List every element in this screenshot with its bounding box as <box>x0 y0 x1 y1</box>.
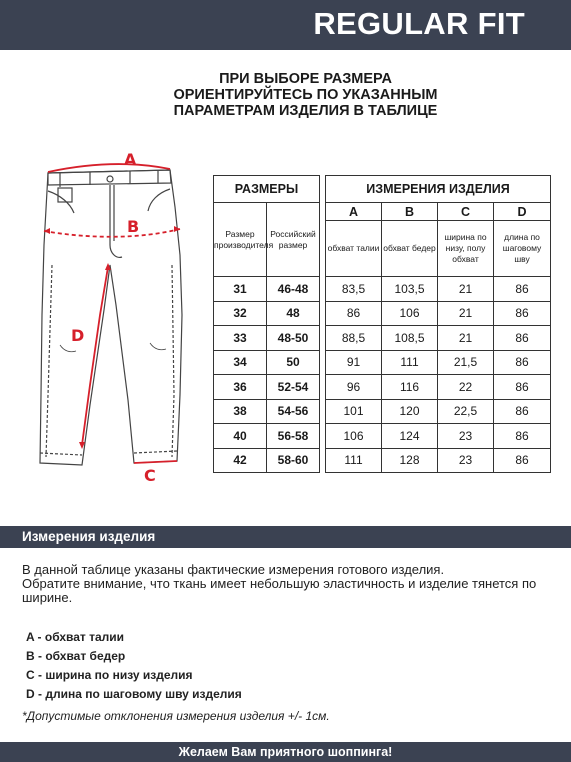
russian-size-cell: 58-60 <box>267 448 320 473</box>
measurement-cell: 96 <box>326 375 382 400</box>
table-row <box>214 448 551 473</box>
measurement-cell: 88,5 <box>326 326 382 351</box>
russian-size-cell: 48 <box>267 301 320 326</box>
col-hips: обхват бедер <box>382 221 438 277</box>
footer-text: Желаем Вам приятного шоппинга! <box>178 745 393 759</box>
col-letter-d: D <box>494 203 551 221</box>
section-bar <box>0 526 571 548</box>
measurement-cell: 116 <box>382 375 438 400</box>
measurement-cell: 101 <box>326 399 382 424</box>
manufacturer-size-cell: 34 <box>214 350 267 375</box>
measurement-cell: 21 <box>438 326 494 351</box>
manufacturer-size-cell: 32 <box>214 301 267 326</box>
russian-size-cell: 52-54 <box>267 375 320 400</box>
footer-bar <box>0 742 571 762</box>
jeans-right-pocket <box>148 189 170 211</box>
intro-line-1: ПРИ ВЫБОРЕ РАЗМЕРА <box>219 71 392 87</box>
table-row <box>214 375 551 400</box>
measurement-cell: 86 <box>494 326 551 351</box>
manufacturer-size-cell: 31 <box>214 277 267 302</box>
intro-line-3: ПАРАМЕТРАМ ИЗДЕЛИЯ В ТАБЛИЦЕ <box>173 103 438 119</box>
manufacturer-size-cell: 40 <box>214 424 267 449</box>
legend-item-d: D - длина по шаговому шву изделия <box>26 687 242 701</box>
measurement-cell: 103,5 <box>382 277 438 302</box>
legend-item-a: A - обхват талии <box>26 630 125 644</box>
table-row <box>214 424 551 449</box>
label-d: D <box>71 326 85 345</box>
tolerance-note: *Допустимые отклонения измерения изделия +/- 1см. <box>22 709 330 723</box>
measurement-cell: 22,5 <box>438 399 494 424</box>
intro-headline <box>0 71 571 119</box>
measurement-cell: 21 <box>438 301 494 326</box>
measurement-cell: 86 <box>494 399 551 424</box>
measurement-cell: 86 <box>494 424 551 449</box>
measurement-cell: 91 <box>326 350 382 375</box>
jeans-waistband <box>48 170 171 185</box>
measurement-cell: 106 <box>382 301 438 326</box>
col-letter-a: A <box>326 203 382 221</box>
measurement-cell: 128 <box>382 448 438 473</box>
measurement-cell: 106 <box>326 424 382 449</box>
measurement-cell: 22 <box>438 375 494 400</box>
manufacturer-size-cell: 42 <box>214 448 267 473</box>
measurement-cell: 23 <box>438 448 494 473</box>
russian-size-cell: 50 <box>267 350 320 375</box>
measurement-cell: 86 <box>494 277 551 302</box>
col-manufacturer-size: Размер производителя <box>214 203 267 277</box>
size-rows <box>214 277 551 473</box>
russian-size-cell: 56-58 <box>267 424 320 449</box>
measurement-cell: 120 <box>382 399 438 424</box>
table-row <box>214 350 551 375</box>
description-line-1: В данной таблице указаны фактические измерения готового изделия. <box>22 562 445 577</box>
col-hem-width: ширина по низу, полу обхват <box>438 221 494 277</box>
col-inseam: длина по шаговому шву <box>494 221 551 277</box>
label-a: A <box>124 150 137 169</box>
jeans-measurement-diagram <box>30 145 205 485</box>
description <box>22 563 552 605</box>
col-letter-c: C <box>438 203 494 221</box>
russian-size-cell: 46-48 <box>267 277 320 302</box>
table-row <box>214 301 551 326</box>
measures-header: ИЗМЕРЕНИЯ ИЗДЕЛИЯ <box>326 176 551 203</box>
table-row <box>214 399 551 424</box>
measurement-cell: 86 <box>326 301 382 326</box>
measurement-cell: 108,5 <box>382 326 438 351</box>
russian-size-cell: 48-50 <box>267 326 320 351</box>
measurement-cell: 124 <box>382 424 438 449</box>
manufacturer-size-cell: 36 <box>214 375 267 400</box>
measure-c-hem <box>134 461 177 463</box>
intro-line-2: ОРИЕНТИРУЙТЕСЬ ПО УКАЗАННЫМ <box>173 87 438 103</box>
table-row <box>214 277 551 302</box>
measure-b-hips <box>44 229 180 237</box>
col-russian-size: Российский размер <box>267 203 320 277</box>
measurement-cell: 23 <box>438 424 494 449</box>
table-row <box>214 326 551 351</box>
measurement-cell: 21 <box>438 277 494 302</box>
manufacturer-size-cell: 33 <box>214 326 267 351</box>
header-bar <box>0 0 571 50</box>
legend-item-b: B - обхват бедер <box>26 649 126 663</box>
page-title: REGULAR FIT <box>313 6 525 41</box>
measurement-cell: 21,5 <box>438 350 494 375</box>
russian-size-cell: 54-56 <box>267 399 320 424</box>
jeans-fly <box>110 185 122 257</box>
size-table <box>213 175 551 473</box>
label-c: C <box>144 466 156 485</box>
measurement-cell: 86 <box>494 350 551 375</box>
measurement-cell: 86 <box>494 448 551 473</box>
col-waist: обхват талии <box>326 221 382 277</box>
sizes-header: РАЗМЕРЫ <box>214 176 320 203</box>
jeans-outline <box>40 170 182 465</box>
section-title: Измерения изделия <box>22 529 156 544</box>
measurement-legend <box>26 628 242 704</box>
description-line-2: Обратите внимание, что ткань имеет небольшую эластичность и изделие тянется по ширине. <box>22 576 537 605</box>
legend-item-c: C - ширина по низу изделия <box>26 668 193 682</box>
measurement-cell: 111 <box>382 350 438 375</box>
measurement-cell: 111 <box>326 448 382 473</box>
manufacturer-size-cell: 38 <box>214 399 267 424</box>
measurement-cell: 86 <box>494 301 551 326</box>
measure-d-inseam <box>82 267 108 445</box>
col-letter-b: B <box>382 203 438 221</box>
measurement-cell: 83,5 <box>326 277 382 302</box>
measurement-cell: 86 <box>494 375 551 400</box>
label-b: B <box>127 217 140 236</box>
